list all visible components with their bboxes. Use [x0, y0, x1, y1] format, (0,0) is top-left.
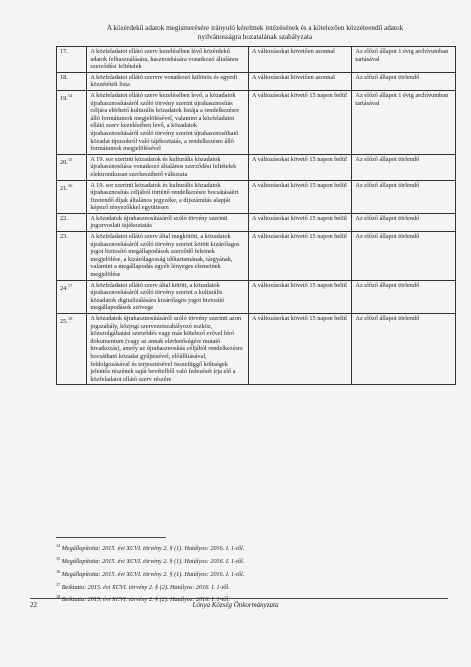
table-row	[57, 314, 456, 385]
footnote-text: Megállapította: 2015. évi XCVI. törvény 2. § (1). Hatályos: 2016. I. 1-től.	[61, 545, 245, 553]
row-publish-time: A változásokat követő 15 napon belül	[248, 180, 352, 213]
row-publish-time: A változásokat követő 15 napon belül	[248, 232, 352, 281]
publication-table	[56, 46, 456, 385]
row-number: 24.17	[57, 280, 87, 313]
row-description: A közfeladatot ellátó szerv által megkötött, a közadatok újrahasznosításáról szóló törvény szerint kötött kizárólagos jogot biztosító megállapodások szerződő feleinek megjelölése, a kizárólagosság időtartamának, tárgyának, valamint a megállapodás egyéb lényeges elemeinek megjelölése	[87, 232, 248, 281]
footnote-number: 18	[56, 594, 61, 600]
table-row	[57, 180, 456, 213]
row-description: A 19. sor szerinti közadatok és kulturális közadatok újrahasznosítása vonatkozó általános szerződési feltételek elektronikusan szerkeszthető változata	[87, 154, 248, 180]
footnote-text: Megállapította: 2015. évi XCVI. törvény 2. § (1). Hatályos: 2016. I. 1-től.	[61, 557, 245, 565]
row-number: 23.	[57, 232, 87, 281]
footnote-number: 14	[56, 543, 61, 548]
row-publish-time: A változásokat követő 15 napon belül	[248, 154, 352, 180]
header-line-1: A közérdekű adatok megismerésére irányuló kérelmek intézésének és a kötelezően közzéteendő adatok	[106, 24, 404, 32]
footnote-ref: 16	[67, 182, 73, 188]
footer-text: Lónya Község Önkormányzata	[192, 601, 279, 609]
footnote-number: 15	[56, 555, 61, 561]
footnote-text: Beiktatta: 2015. évi XCVI. törvény 2. § (2). Hatályos: 2016. I. 1-től.	[61, 583, 230, 591]
row-retention: Az előző állapot törlendő	[352, 232, 456, 281]
row-description: A közfeladatot ellátó szervre vonatkozó különös és egyedi közzétételi lista	[87, 72, 248, 90]
row-number: 17.	[57, 47, 87, 73]
table-row	[57, 154, 456, 180]
row-publish-time: A változásokat követő 15 napon belül	[248, 213, 352, 231]
row-retention: Az előző állapot törlendő	[352, 180, 456, 213]
footnote-ref: 14	[67, 92, 73, 98]
table-row	[57, 47, 456, 73]
footnote-ref: 15	[67, 156, 73, 162]
row-description: A közfeladatot ellátó szerv kezelésében lévő közérdekű adatok felhasználására, hasznosítására vonatkozó általános szerződési feltételek	[87, 47, 248, 73]
table-row	[57, 232, 456, 281]
row-retention: Az előző állapot 1 évig archívumban tartásával	[352, 47, 456, 73]
row-publish-time: A változásokat követően azonnal	[248, 47, 352, 73]
page-number: 22	[30, 601, 37, 609]
row-number: 18.	[57, 72, 87, 90]
page-header	[40, 24, 470, 42]
row-description: A 19. sor szerinti közadatok és kulturális közadatok újrahasznosítás céljából történő rendelkezésre bocsátásáért fizetendő díjak általános jegyzéke, a díjszámítás alapját képező tényezőkkel együttesen	[87, 180, 248, 213]
footnote	[56, 554, 456, 567]
footnote-number: 16	[56, 568, 61, 574]
footnote-text: Beiktatta: 2015. évi XCVI. törvény 2. § (2). Hatályos: 2016. I. 1-től.	[61, 596, 230, 604]
footnote-text: Megállapította: 2015. évi XCVI. törvény 2. § (1). Hatályos: 2016. I. 1-től.	[61, 570, 245, 578]
row-description: A közfeladatot ellátó szerv által kötött, a közadatok újrahasznosításáról szóló törvény szerint a kulturális közadatok digitalizálására kizárólagos jogot biztosító megállapodások szövege	[87, 280, 248, 313]
row-number: 19.14	[57, 90, 87, 154]
footnote-ref: 17	[67, 282, 73, 288]
footer-rule	[30, 598, 448, 599]
table-row	[57, 280, 456, 313]
row-retention: Az előző állapot 1 évig archívumban tartásával	[352, 90, 456, 154]
footnote	[56, 541, 456, 554]
row-retention: Az előző állapot törlendő	[352, 72, 456, 90]
footnotes	[56, 541, 456, 605]
row-number: 21.16	[57, 180, 87, 213]
table-row	[57, 72, 456, 90]
table-row	[57, 90, 456, 154]
footnote-number: 17	[56, 581, 61, 587]
row-retention: Az előző állapot törlendő	[352, 314, 456, 385]
footnote	[56, 567, 456, 580]
table-row	[57, 213, 456, 231]
row-number: 25.18	[57, 314, 87, 385]
row-description: A közadatok újrahasznosításáról szóló törvény szerinti jogorvoslati tájékoztatás	[87, 213, 248, 231]
row-publish-time: A változásokat követő 15 napon belül	[248, 280, 352, 313]
footnote-ref: 18	[67, 316, 73, 321]
row-description: A közfeladatot ellátó szerv kezelésében levő, a közadatok újrahasznosításáról szóló törvény szerint újrahasznosítás céljára elérhető kulturális közadatok listája a rendelkezésre álló formátumok megjelölésével, valamint a közfeladatot ellátó szerv kezelésében levő, a közadatok újrahasznosításáról szóló törvény szerint újrahasznosítható közadat típusokról való tájékoztatás, a rendelkezésre álló formátumok megjelölésével	[87, 90, 248, 154]
row-publish-time: A változásokat követő 15 napon belül	[248, 90, 352, 154]
row-retention: Az előző állapot törlendő	[352, 213, 456, 231]
row-retention: Az előző állapot törlendő	[352, 280, 456, 313]
header-line-2: nyilvánosságra hozatalának szabályzata	[197, 33, 313, 41]
row-number: 20.15	[57, 154, 87, 180]
footnote	[56, 580, 456, 593]
row-description: A közadatok újrahasznosításáról szóló törvény szerinti azon jogszabály, közjogi szervezetszabályozó eszköz, közszolgáltatási szerződés vagy más kötelező erővel bíró dokumentum (vagy az annak elérhetőségére mutató hivatkozás), amely az újrahasznosítás céljából rendelkezésre bocsátható közadat gyűjtésével, előállításával, feldolgozásával és terjesztésével összefüggő költségek jelentős részének saját bevételből való fedezését írja elő a közfeladatot ellátó szerv részére	[87, 314, 248, 385]
row-retention: Az előző állapot törlendő	[352, 154, 456, 180]
row-publish-time: A változásokat követően azonnal	[248, 72, 352, 90]
row-publish-time: A változásokat követő 15 napon belül	[248, 314, 352, 385]
footnote-separator	[56, 537, 166, 538]
row-number: 22.	[57, 213, 87, 231]
